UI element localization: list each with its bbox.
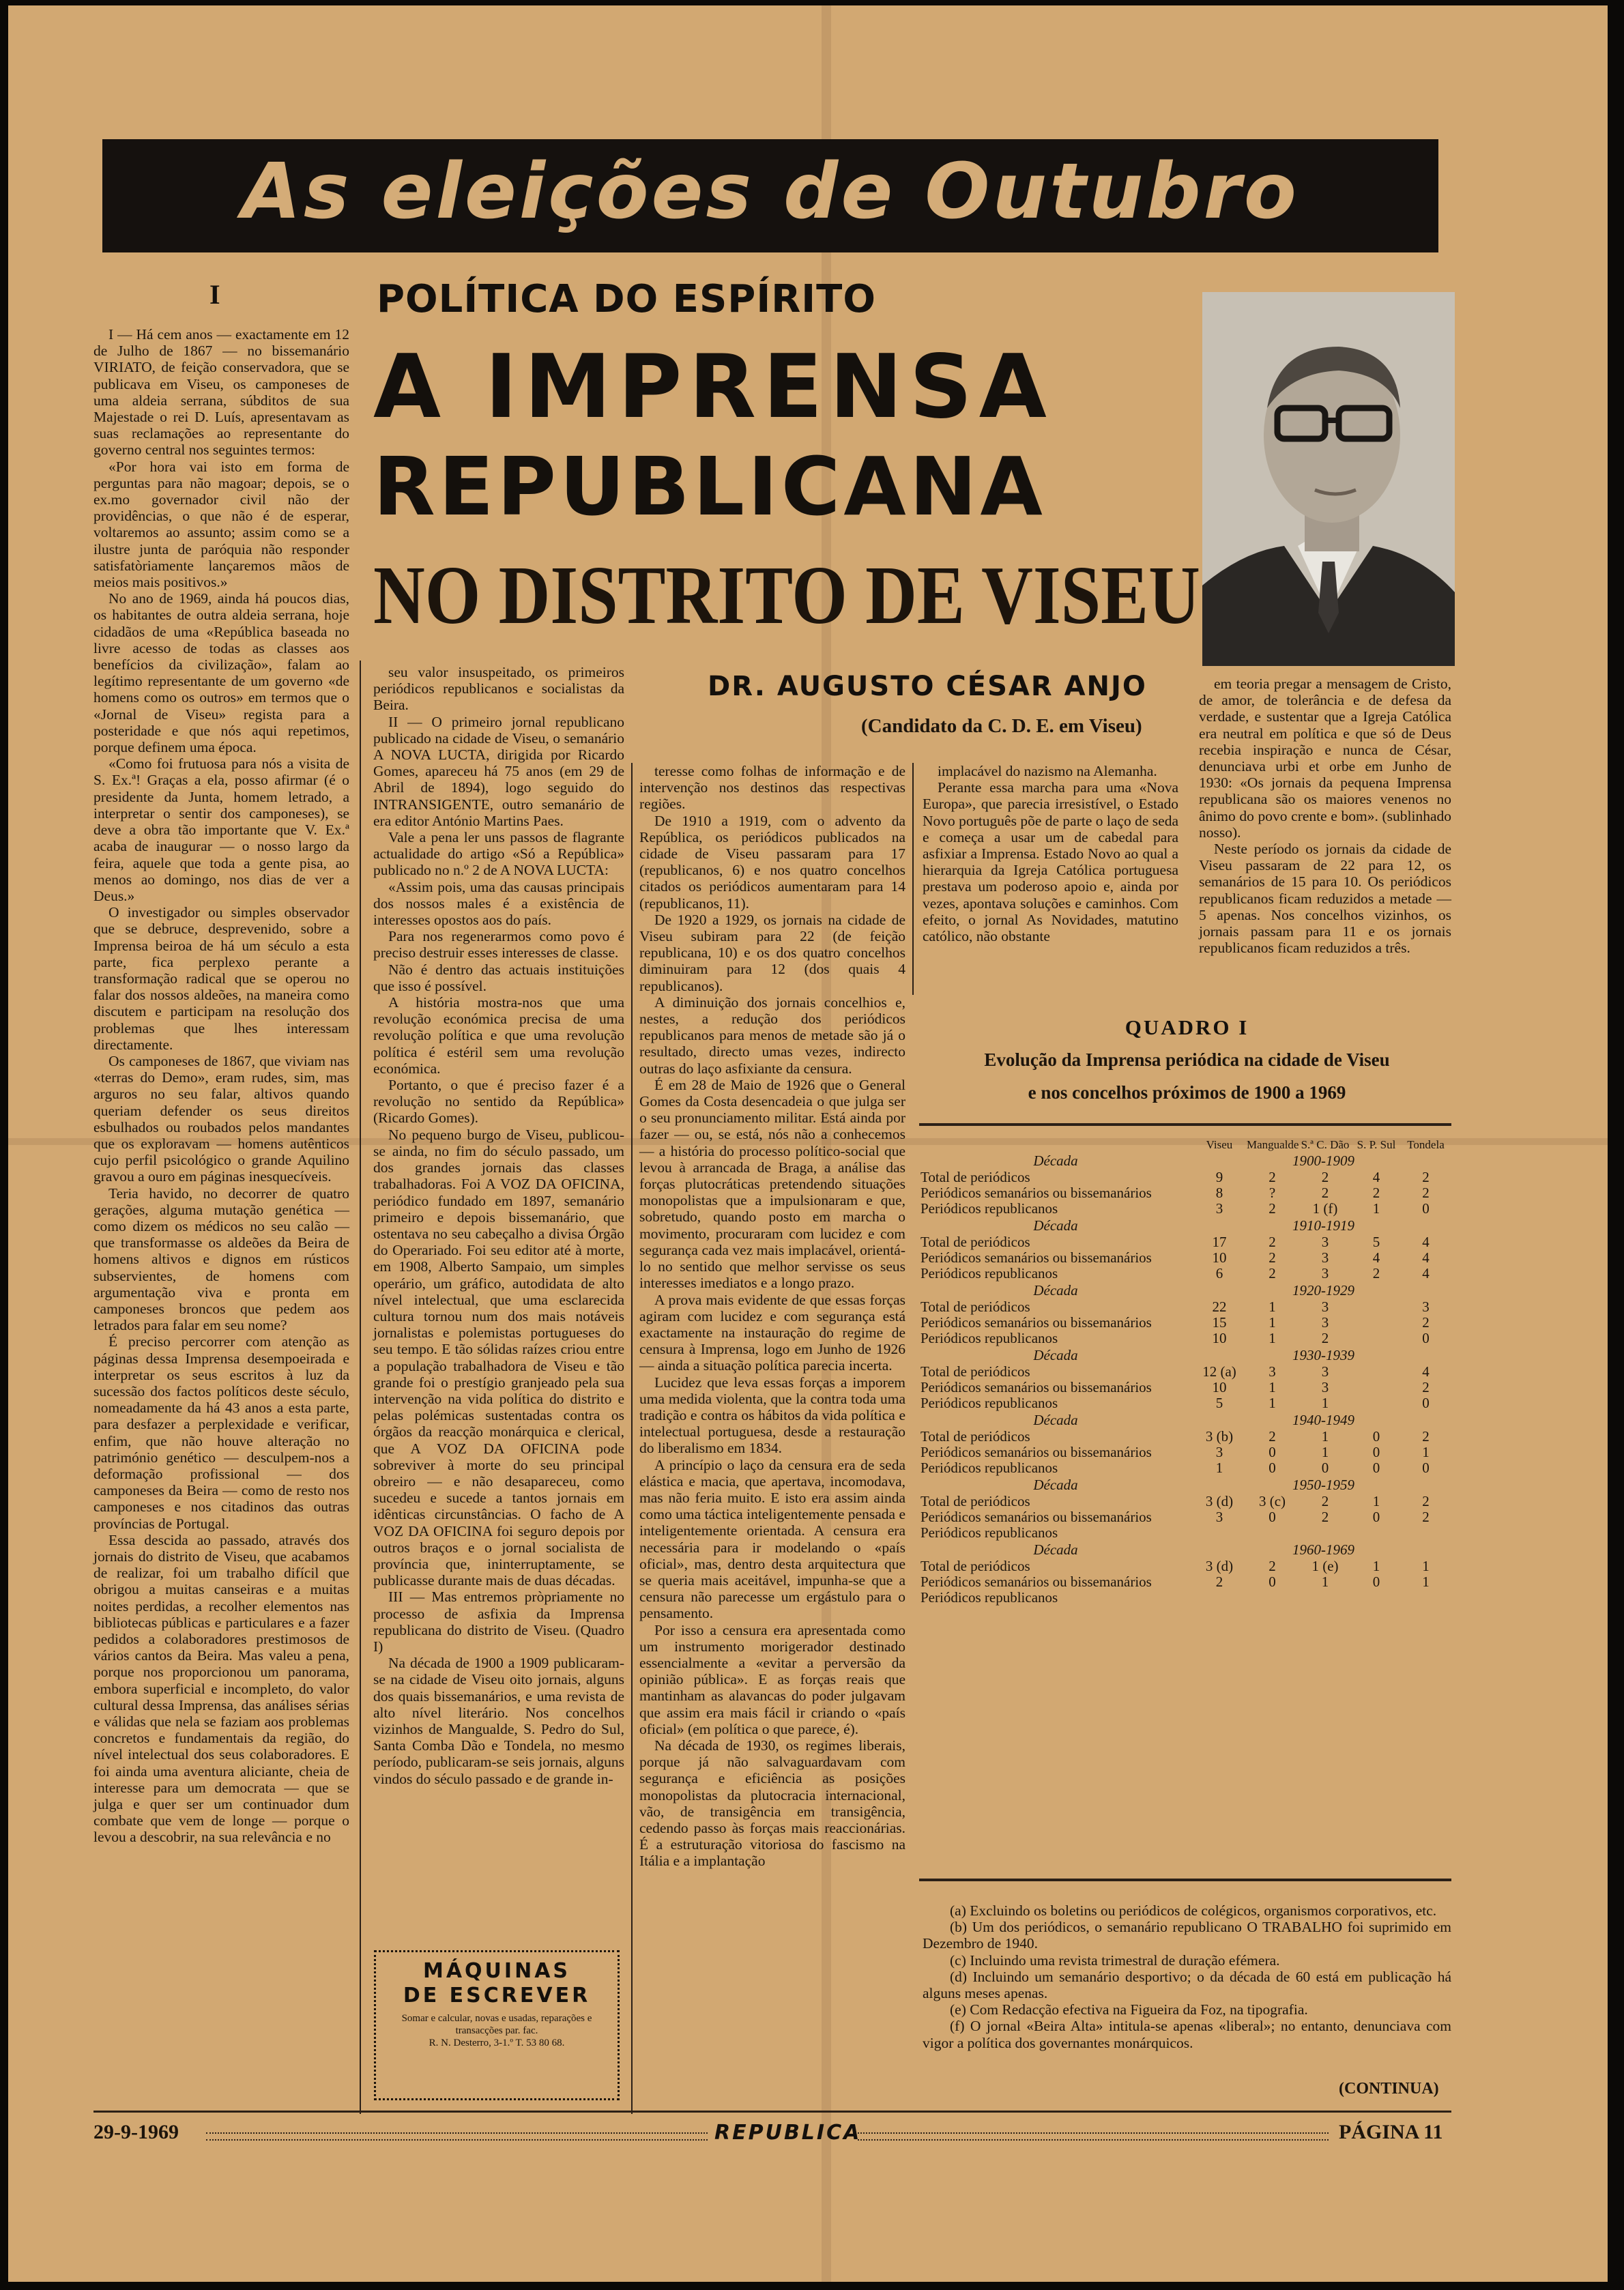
decade-header-row xyxy=(919,1411,1451,1429)
table-cell xyxy=(1352,1525,1400,1541)
row-label: Periódicos republicanos xyxy=(920,1589,1058,1606)
table-cell: 1 xyxy=(1268,1314,1276,1331)
row-label: Periódicos republicanos xyxy=(920,1265,1058,1281)
table-cell: 2 xyxy=(1422,1509,1430,1525)
table-top-rule xyxy=(919,1123,1451,1126)
table-cell xyxy=(1400,1590,1451,1606)
table-cell: 22 xyxy=(1212,1299,1227,1315)
note: (f) O jornal «Beira Alta» intitula-se apenas «liberal»; no entanto, denunciava com vigor a política dos governantes monárquicos. xyxy=(923,2018,1451,2051)
table-cell: 2 xyxy=(1268,1249,1276,1266)
table-cell: 2 xyxy=(1268,1234,1276,1250)
table-cell: 4 xyxy=(1422,1249,1430,1266)
table-row xyxy=(919,1185,1451,1201)
row-label: Periódicos semanários ou bissemanários xyxy=(920,1185,1152,1201)
footer-ornament-right xyxy=(858,2132,1329,2141)
table-row xyxy=(919,1559,1451,1574)
article-column-5 xyxy=(1199,676,1451,996)
table-cell: 10 xyxy=(1212,1330,1227,1346)
table-cell: 3 xyxy=(1215,1509,1223,1525)
decade-header-row xyxy=(919,1217,1451,1234)
footer-page-number: PÁGINA 11 xyxy=(1339,2121,1443,2143)
table-cell xyxy=(1192,1590,1247,1606)
newspaper-page xyxy=(8,5,1608,2282)
table-row xyxy=(919,1590,1451,1606)
decade-period: 1950-1959 xyxy=(1292,1476,1354,1493)
paragraph: Não é dentro das actuais instituições que isso é possível. xyxy=(373,961,624,994)
row-label: Total de periódicos xyxy=(920,1299,1030,1315)
row-label: Periódicos republicanos xyxy=(920,1395,1058,1411)
decade-label: Década xyxy=(1033,1346,1078,1363)
table-cell: 2 xyxy=(1321,1493,1329,1509)
footer-top-rule xyxy=(93,2111,1451,2113)
decade-label: Década xyxy=(1033,1476,1078,1493)
table-cell: 2 xyxy=(1268,1265,1276,1281)
table-cell: 2 xyxy=(1321,1509,1329,1525)
table-cell: 3 xyxy=(1215,1200,1223,1217)
table-cell: 3 xyxy=(1321,1379,1329,1395)
table-cell: 1 (f) xyxy=(1312,1200,1338,1217)
table-cell: 2 xyxy=(1372,1265,1380,1281)
decade-header-row xyxy=(919,1346,1451,1364)
ad-line-1: MÁQUINAS xyxy=(422,1959,571,1983)
row-label: Total de periódicos xyxy=(920,1363,1030,1380)
decade-period: 1910-1919 xyxy=(1292,1217,1354,1234)
table-cell: 1 xyxy=(1215,1460,1223,1476)
ad-line-4: R. N. Desterro, 3-1.º T. 53 80 68. xyxy=(429,2038,565,2048)
decade-label: Década xyxy=(1033,1411,1078,1428)
paragraph: III — Mas entremos pròpriamente no processo de asfixia da Imprensa republicana do distrito de Viseu. (Quadro I) xyxy=(373,1589,624,1655)
table-cell: 2 xyxy=(1422,1493,1430,1509)
table-cell: 2 xyxy=(1422,1428,1430,1445)
table-cell xyxy=(1192,1525,1247,1541)
table-row xyxy=(919,1299,1451,1315)
decade-label: Década xyxy=(1033,1281,1078,1299)
table-cell: 1 xyxy=(1372,1493,1380,1509)
paragraph: teresse como folhas de informação e de intervenção nos destinos das respectivas regiões. xyxy=(639,763,905,813)
paragraph: Para nos regenerarmos como povo é preciso destruir esses interesses de classe. xyxy=(373,928,624,961)
table-cell: 0 xyxy=(1422,1395,1430,1411)
table-cell: 4 xyxy=(1422,1265,1430,1281)
table-cell: 1 xyxy=(1268,1299,1276,1315)
decade-header-row xyxy=(919,1541,1451,1559)
decade-label: Década xyxy=(1033,1152,1078,1169)
table-cell: 2 xyxy=(1268,1200,1276,1217)
table-subtitle-1: Evolução da Imprensa periódica na cidade de Viseu xyxy=(984,1049,1390,1070)
table-cell: 3 xyxy=(1321,1314,1329,1331)
table-cell: 2 xyxy=(1422,1169,1430,1185)
table-cell: 0 xyxy=(1422,1460,1430,1476)
table-cell: 0 xyxy=(1321,1460,1329,1476)
decade-period: 1930-1939 xyxy=(1292,1346,1354,1363)
row-label: Periódicos republicanos xyxy=(920,1330,1058,1346)
table-cell: 3 (d) xyxy=(1205,1493,1234,1509)
table-cell: 1 xyxy=(1268,1330,1276,1346)
table-cell: 0 xyxy=(1372,1428,1380,1445)
column-header: Viseu xyxy=(1206,1138,1233,1151)
table-cell: 3 xyxy=(1268,1363,1276,1380)
table-cell: 3 xyxy=(1321,1363,1329,1380)
table-row xyxy=(919,1445,1451,1460)
note: (d) Incluindo um semanário desportivo; o da década de 60 está em publicação há alguns meses apenas. xyxy=(923,1968,1451,2002)
table-cell: 1 xyxy=(1372,1558,1380,1574)
table-row xyxy=(919,1509,1451,1525)
table-cell: 0 xyxy=(1372,1509,1380,1525)
article-column-3 xyxy=(639,763,905,2117)
table-cell: 1 xyxy=(1321,1574,1329,1590)
paragraph: Os camponeses de 1867, que viviam nas «terras do Demo», eram rudes, sim, mas arguros no seu falar, altivos quando queriam defender os seus direitos esbulhados ou roubados pelos mandantes que os exploravam — homens autênticos cujo perfil psicológico o grande Aquilino gravou a ouro em páginas inesquecíveis. xyxy=(93,1052,349,1185)
decade-period: 1920-1929 xyxy=(1292,1281,1354,1299)
section-numeral: I xyxy=(209,279,220,310)
row-label: Periódicos semanários ou bissemanários xyxy=(920,1509,1152,1525)
table-cell: 4 xyxy=(1372,1169,1380,1185)
table-cell: 12 (a) xyxy=(1202,1363,1236,1380)
decade-header-row xyxy=(919,1476,1451,1494)
table-cell: 10 xyxy=(1212,1249,1227,1266)
paragraph: É em 28 de Maio de 1926 que o General Gomes da Costa desencadeia o que julga ser o seu pronunciamento militar. Está ainda por fazer — ou, se está, nós não a conhecemos — a história do processo político-social que levou à arrancada de Braga, a análise das forças plutocráticas pretendendo situações monopolistas que a impulsionaram e que, sobretudo, quando posto em marcha o movimento, procuraram com lucidez e com segurança cada vez mais implacável, orientá-lo no sentido que melhor servisse os seus interesses imediatos e a longo prazo. xyxy=(639,1076,905,1292)
paragraph: «Assim pois, uma das causas principais dos nossos males é a existência de interesses opostos aos do país. xyxy=(373,878,624,929)
table-cell: 1 xyxy=(1422,1444,1430,1460)
paragraph: Neste período os jornais da cidade de Viseu passaram de 22 para 12, os semanários de 15 para 10. Os periódicos republicanos ficam reduzidos a metade — 5 apenas. Nos concelhos vizinhos, os jornais passam para 11 e os jornais republicanos ficam reduzidos a três. xyxy=(1199,841,1451,957)
footer-date: 29-9-1969 xyxy=(93,2121,179,2143)
portrait-image xyxy=(1202,292,1455,666)
note: (c) Incluindo uma revista trimestral de duração efémera. xyxy=(950,1952,1280,1969)
table-cell xyxy=(1352,1590,1400,1606)
table-cell: 0 xyxy=(1422,1330,1430,1346)
row-label: Periódicos republicanos xyxy=(920,1460,1058,1476)
table-cell: 5 xyxy=(1372,1234,1380,1250)
row-label: Periódicos semanários ou bissemanários xyxy=(920,1574,1152,1590)
table-cell: 6 xyxy=(1215,1265,1223,1281)
paragraph: Perante essa marcha para uma «Nova Europa», que parecia irresistível, o Estado Novo português põe de parte o laço de seda e começa a usar um de cabedal para asfixiar a Imprensa. Estado Novo ao qual a hierarquia da Igreja Católica portuguesa prestava um poderoso apoio e, ainda por vezes, apontava soluções e caminhos. Com efeito, o jornal As Novidades, matutino católico, não obstante xyxy=(923,779,1178,945)
table-cell: 1 xyxy=(1422,1574,1430,1590)
table-cell: ? xyxy=(1268,1185,1276,1201)
table-row xyxy=(919,1266,1451,1281)
column-rule xyxy=(360,661,361,2114)
table-cell: 2 xyxy=(1268,1428,1276,1445)
table-cell: 1 xyxy=(1268,1395,1276,1411)
row-label: Periódicos semanários ou bissemanários xyxy=(920,1314,1152,1331)
table-cell: 4 xyxy=(1372,1249,1380,1266)
footer-paper-name: REPUBLICA xyxy=(714,2121,862,2145)
paragraph: De 1920 a 1929, os jornais na cidade de Viseu subiram para 22 (de feição republicana, 10) e os dos quatro concelhos diminuiram para 12 (dos quais 4 republicanos). xyxy=(639,911,905,994)
table-cell: 3 xyxy=(1321,1265,1329,1281)
paragraph: «Por hora vai isto em forma de perguntas para não magoar; depois, se o ex.mo governador civil não der providências, o que não é de esperar, voltaremos ao assunto; assim como se a ilustre junta de paróquia não responder satisfatòriamente lançaremos mãos de meios mais positivos.» xyxy=(93,458,349,591)
paragraph: Por isso a censura era apresentada como um instrumento morigerador destinado essencialmente a «evitar a perversão da opinião pública». E as forças reais que mantinham as alavancas do poder julgavam que assim era mais fácil ir criando o «país oficial» (em política o que parece, é). xyxy=(639,1621,905,1737)
paragraph: O investigador ou simples observador que se debruce, desprevenido, sobre a Imprensa beiroa de há um século a esta parte, fica perplexo perante a transformação radical que se operou no falar dos nossos aldeões, na maneira como discutem e participam na resolução dos problemas que lhes interessam directamente. xyxy=(93,904,349,1053)
column-rule xyxy=(631,763,633,2114)
article-column-1 xyxy=(93,326,349,2131)
table-cell: 2 xyxy=(1268,1558,1276,1574)
table-cell xyxy=(1352,1315,1400,1331)
paragraph: A prova mais evidente de que essas forças agiram com lucidez e com segurança está exactamente na instauração do regime de censura à Imprensa, logo em Junho de 1926 — ainda a situação política parecia incerta. xyxy=(639,1291,905,1374)
table-title: QUADRO I xyxy=(1125,1015,1249,1039)
table-row xyxy=(919,1460,1451,1476)
column-header: Tondela xyxy=(1407,1138,1445,1151)
table-subtitle-2: e nos concelhos próximos de 1900 a 1969 xyxy=(1028,1082,1346,1103)
table-cell: 4 xyxy=(1422,1234,1430,1250)
title-bar xyxy=(102,139,1438,252)
table-cell: 2 xyxy=(1215,1574,1223,1590)
table-body xyxy=(919,1152,1451,1606)
table-cell xyxy=(1247,1525,1298,1541)
table-cell: 3 xyxy=(1321,1234,1329,1250)
table-cell: 9 xyxy=(1215,1169,1223,1185)
table-cell: 3 xyxy=(1422,1299,1430,1315)
row-label: Total de periódicos xyxy=(920,1428,1030,1445)
paragraph: É preciso percorrer com atenção as páginas dessa Imprensa desempoeirada e interpretar os seus escritos à luz da sucessão dos factos políticos deste século, nomeadamente da há 43 anos a esta parte, para desfazer a perplexidade e verificar, enfim, que não houve alteração no património genético — desculpem-nos a deformação profissional — dos camponeses da Beira — como de resto nos camponeses e nos citadinos das outras províncias de Portugal. xyxy=(93,1333,349,1532)
paragraph: implacável do nazismo na Alemanha. xyxy=(938,763,1157,779)
author-note: (Candidato da C. D. E. em Viseu) xyxy=(861,715,1142,737)
table-row xyxy=(919,1331,1451,1346)
table-cell: 3 (c) xyxy=(1258,1493,1286,1509)
table-notes xyxy=(923,1902,1451,2051)
table-cell: 5 xyxy=(1215,1395,1223,1411)
row-label: Periódicos republicanos xyxy=(920,1524,1058,1541)
table-cell: 2 xyxy=(1268,1169,1276,1185)
row-label: Periódicos semanários ou bissemanários xyxy=(920,1249,1152,1266)
paragraph: seu valor insuspeitado, os primeiros periódicos republicanos e socialistas da Beira. xyxy=(373,664,624,714)
table-cell: 0 xyxy=(1372,1460,1380,1476)
table-cell: 3 xyxy=(1321,1299,1329,1315)
table-cell: 1 xyxy=(1321,1428,1329,1445)
decade-period: 1900-1909 xyxy=(1292,1152,1354,1169)
paragraph: I — Há cem anos — exactamente em 12 de Julho de 1867 — no bissemanário VIRIATO, de feição conservadora, que se publicava em Viseu, os camponeses de uma aldeia serrana, súbditos de sua Majestade o rei D. Luís, apresentavam as suas reclamações ao representante do governo central nos seguintes termos: xyxy=(93,326,349,459)
table-row xyxy=(919,1395,1451,1411)
table-cell: 4 xyxy=(1422,1363,1430,1380)
paragraph: Na década de 1900 a 1909 publicaram-se na cidade de Viseu oito jornais, alguns dos quais bissemanários, e uma revista de alto nível literário. Nos concelhos vizinhos de Mangualde, S. Pedro do Sul, Santa Comba Dão e Tondela, no mesmo período, publicaram-se seis jornais, alguns vindos do século passado e de grande in- xyxy=(373,1655,624,1787)
headline-line-3: NO DISTRITO DE VISEU xyxy=(373,549,1200,641)
decade-period: 1940-1949 xyxy=(1292,1411,1354,1428)
table-bottom-rule xyxy=(919,1879,1451,1881)
table-cell: 2 xyxy=(1372,1185,1380,1201)
table-cell: 17 xyxy=(1212,1234,1227,1250)
paragraph: A princípio o laço da censura era de seda elástica e macia, que apertava, incomodava, mas não feria muito. E isto era assim ainda como uma táctica inteligentemente pensada e inteligentemente orientada. A censura era necessária para ir modelando o «país oficial», mas, dentro desta arquitectura que se queria mais aceitável, impunha-se que a censura não parecesse um ergástulo para o pensamento. xyxy=(639,1456,905,1622)
article-column-4 xyxy=(923,763,1178,998)
page-title: As eleições de Outubro xyxy=(242,147,1299,236)
table-cell xyxy=(1298,1590,1352,1606)
typewriter-ad xyxy=(374,1950,620,2100)
table-cell: 3 (b) xyxy=(1205,1428,1234,1445)
table-row xyxy=(919,1201,1451,1217)
table-cell xyxy=(1352,1395,1400,1411)
row-label: Periódicos republicanos xyxy=(920,1200,1058,1217)
table-cell: 0 xyxy=(1268,1509,1276,1525)
paragraph: No ano de 1969, ainda há poucos dias, os habitantes de outra aldeia serrana, hoje cidadãos de uma «República baseada no livre acesso de todas as classes aos benefícios da civilização», falam ao legítimo representante de um governo «de homens como os outros» em termos que o «Jornal de Viseu» regista para a posteridade e que nós aqui repetimos, porque definem uma época. xyxy=(93,590,349,756)
table-cell: 3 xyxy=(1321,1249,1329,1266)
decade-label: Década xyxy=(1033,1541,1078,1558)
decade-header-row xyxy=(919,1281,1451,1299)
column-header: S.ª C. Dão xyxy=(1301,1138,1350,1151)
table-cell: 2 xyxy=(1321,1185,1329,1201)
paragraph: Teria havido, no decorrer de quatro gerações, alguma mutação genética — como dizem os médicos no seu calão — que transformasse os aldeões da Beira de homens altivos e dignos em rústicos subservientes, de homens com argumentação viva e pronta em camponeses broncos que pedem aos letrados para falar em seu nome? xyxy=(93,1185,349,1334)
row-label: Total de periódicos xyxy=(920,1169,1030,1185)
table-cell xyxy=(1352,1364,1400,1380)
row-label: Total de periódicos xyxy=(920,1493,1030,1509)
table-cell: 3 (d) xyxy=(1205,1558,1234,1574)
table-cell: 0 xyxy=(1268,1444,1276,1460)
continua-label: (CONTINUA) xyxy=(1339,2080,1439,2098)
table-cell: 1 xyxy=(1321,1444,1329,1460)
note: (a) Excluindo os boletins ou periódicos de colégicos, organismos corporativos, etc. xyxy=(950,1902,1437,1919)
paragraph: A história mostra-nos que uma revolução económica precisa de uma revolução política e que uma revolução política é estéril sem uma revolução económica. xyxy=(373,994,624,1077)
table-cell: 2 xyxy=(1422,1185,1430,1201)
column-header: S. P. Sul xyxy=(1357,1138,1396,1151)
decade-period: 1960-1969 xyxy=(1292,1541,1354,1558)
table-cell: 0 xyxy=(1268,1574,1276,1590)
paragraph: De 1910 a 1919, com o advento da República, os periódicos publicados na cidade de Viseu passaram para 17 (republicanos, 6) e nos quatro concelhos citados os periódicos aumentaram para 14 (republicanos, 11). xyxy=(639,812,905,912)
table-row xyxy=(919,1170,1451,1185)
table-cell: 2 xyxy=(1321,1330,1329,1346)
paragraph: Vale a pena ler uns passos de flagrante actualidade do artigo «Só a República» publicado no n.º 2 de A NOVA LUCTA: xyxy=(373,829,624,879)
table-cell: 10 xyxy=(1212,1379,1227,1395)
note: (e) Com Redacção efectiva na Figueira da Foz, na tipografia. xyxy=(950,2001,1308,2018)
author-name: DR. AUGUSTO CÉSAR ANJO xyxy=(708,671,1147,702)
table-cell: 1 xyxy=(1268,1379,1276,1395)
ad-line-3: Somar e calcular, novas e usadas, reparações e transacções par. fac. xyxy=(401,2013,592,2036)
table-row xyxy=(919,1315,1451,1331)
headline-line-1: A IMPRENSA xyxy=(373,336,1054,438)
table-cell: 2 xyxy=(1422,1314,1430,1331)
table-cell: 1 xyxy=(1372,1200,1380,1217)
table-cell: 0 xyxy=(1268,1460,1276,1476)
row-label: Periódicos semanários ou bissemanários xyxy=(920,1379,1152,1395)
table-cell: 3 xyxy=(1215,1444,1223,1460)
table-cell xyxy=(1247,1590,1298,1606)
decade-label: Década xyxy=(1033,1217,1078,1234)
paragraph: No pequeno burgo de Viseu, publicou-se ainda, no fim do século passado, um dos grandes jornais das classes trabalhadoras. Foi A VOZ DA OFICINA, periódico fundado em 1897, semanário primeiro e depois bissemanário, que ostentava no seu cabeçalho a divisa Órgão do Operariado. Foi seu editor até à morte, em 1908, Alberto Sampaio, um simples operário, um gráfico, autodidata de alto nível intelectual, que uma esclarecida cultura tornou num dos mais notáveis jornalistas e polemistas portugueses do seu tempo. E tão sólidas raízes criou entre a população trabalhadora de Viseu e tão grande foi o prestígio granjeado pela sua intervenção na vida política do distrito e pelas polémicas sustentadas contra os órgãos da reacção monárquica e clerical, que A VOZ DA OFICINA pode sobreviver à morte do seu principal obreiro — e não desapareceu, como sucedeu e sucede a tantos jornais em idênticas circunstâncias. O facho de A VOZ DA OFICINA foi seguro depois por outros braços e o jornal socialista de província que, ininterruptamente, se publicasse durante mais de duas décadas. xyxy=(373,1126,624,1589)
note: (b) Um dos periódicos, o semanário republicano O TRABALHO foi suprimido em Dezembro de 1940. xyxy=(923,1919,1451,1952)
table-cell: 0 xyxy=(1372,1574,1380,1590)
article-column-2 xyxy=(373,664,624,1787)
table-cell: 2 xyxy=(1422,1379,1430,1395)
column-rule xyxy=(912,763,914,995)
decade-header-row xyxy=(919,1152,1451,1170)
paragraph: em teoria pregar a mensagem de Cristo, de amor, de tolerância e de defesa da verdade, e sustentar que a Igreja Católica era neutral em política e que só de Deus recebia inspiração e nunca de César, denunciava urbi et orbe em Junho de 1930: «Os jornais da pequena Imprensa republicana são os maiores venenos no ânimo do povo crente e bom». (sublinhado nosso). xyxy=(1199,676,1451,841)
paragraph: II — O primeiro jornal republicano publicado na cidade de Viseu, o semanário A NOVA LUCTA, dirigida por Ricardo Gomes, apareceu há 75 anos (em 29 de Abril de 1894), logo seguido do INTRANSIGENTE, outro semanário de era editor António Martins Paes. xyxy=(373,713,624,829)
author-photo xyxy=(1202,292,1455,666)
table-row xyxy=(919,1234,1451,1250)
table-row xyxy=(919,1494,1451,1509)
table-row xyxy=(919,1429,1451,1445)
quadro-table xyxy=(919,1138,1451,1606)
table-cell: 0 xyxy=(1422,1200,1430,1217)
paragraph: Na década de 1930, os regimes liberais, porque já não salvaguardavam com segurança e eficiência as posições monopolistas da plutocracia internacional, vão, de transigência em transigência, cedendo passo às forças mais reaccionárias. É a estruturação vitoriosa do fascismo na Itália e a implantação xyxy=(639,1737,905,1870)
table-cell xyxy=(1352,1299,1400,1315)
row-label: Periódicos semanários ou bissemanários xyxy=(920,1444,1152,1460)
paragraph: «Como foi frutuosa para nós a visita de S. Ex.ª! Graças a ela, posso afirmar (é o presidente da Junta, homem letrado, a interpretar o sentir dos camponeses), se deve a obra tão importante que V. Ex.ª acaba de inaugurar — o nosso largo da feira, aquele que toda a gente pisa, ao menos ao domingo, nos dias de ver a Deus.» xyxy=(93,755,349,904)
table-cell: 2 xyxy=(1321,1169,1329,1185)
paragraph: Portanto, o que é preciso fazer é a revolução no sentido da República» (Ricardo Gomes). xyxy=(373,1077,624,1127)
table-cell xyxy=(1352,1331,1400,1346)
table-row xyxy=(919,1364,1451,1380)
table-cell xyxy=(1352,1380,1400,1395)
table-row xyxy=(919,1380,1451,1395)
table-cell: 1 xyxy=(1422,1558,1430,1574)
table-row xyxy=(919,1574,1451,1590)
headline-line-2: REPUBLICANA xyxy=(373,439,1046,534)
table-row xyxy=(919,1250,1451,1266)
table-cell xyxy=(1400,1525,1451,1541)
kicker: POLÍTICA DO ESPÍRITO xyxy=(377,277,876,321)
table-row xyxy=(919,1525,1451,1541)
table-cell: 0 xyxy=(1372,1444,1380,1460)
row-label: Total de periódicos xyxy=(920,1558,1030,1574)
table-cell: 15 xyxy=(1212,1314,1227,1331)
ad-line-2: DE ESCREVER xyxy=(403,1984,591,2008)
table-cell: 1 xyxy=(1321,1395,1329,1411)
column-header: Mangualde xyxy=(1247,1138,1299,1151)
footer-ornament-left xyxy=(206,2132,708,2141)
paragraph: A diminuição dos jornais concelhios e, nestes, a redução dos periódicos republicanos para menos de metade são já o resultado, directo umas vezes, indirecto outras do laço asfixiante da censura. xyxy=(639,994,905,1077)
paragraph: Lucidez que leva essas forças a imporem uma medida violenta, que la contra toda uma tradição e contra os hábitos da vida política e intelectual portuguesa, desde a restauração do liberalismo em 1834. xyxy=(639,1374,905,1457)
table-cell: 8 xyxy=(1215,1185,1223,1201)
paragraph: Essa descida ao passado, através dos jornais do distrito de Viseu, que acabamos de realizar, foi um trabalho difícil que obrigou a muitas canseiras e a muitas noites perdidas, a recolher elementos nas bibliotecas públicas e particulares e a fazer pedidos a colaboradores prestimosos de vários cantos da Beira. Mas valeu a pena, porque nos proporcionou um panorama, embora superficial e incompleto, do valor cultural dessa Imprensa, das análises sérias e válidas que nela se faziam aos problemas concretos e fundamentais da região, do nível intelectual dos seus colaboradores. E foi ainda uma aventura aliciante, cheia de interesse para um democrata — que se julga e quer ser um continuador dum combate que vem de longe — porque o levou a descobrir, na sua relevância e no xyxy=(93,1531,349,1846)
row-label: Total de periódicos xyxy=(920,1234,1030,1250)
table-cell xyxy=(1298,1525,1352,1541)
table-cell: 1 (e) xyxy=(1311,1558,1339,1574)
